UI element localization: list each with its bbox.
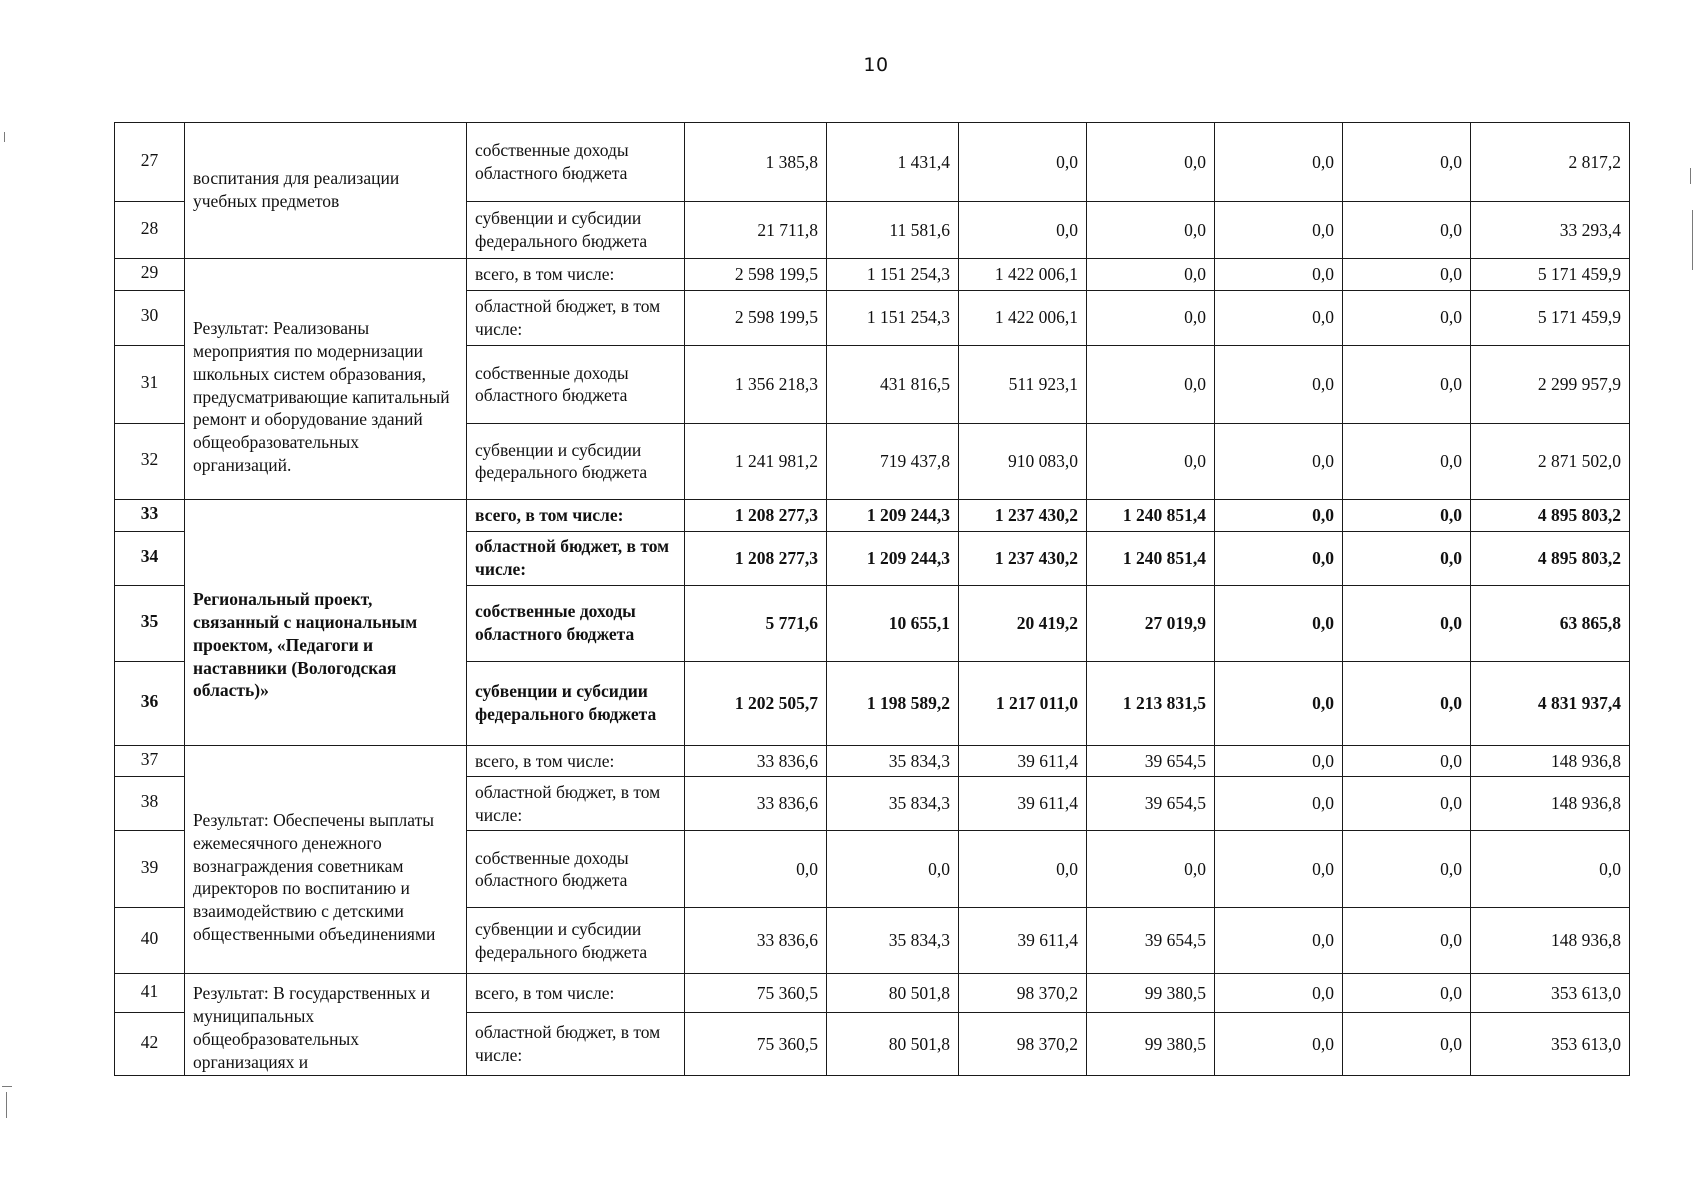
value-cell: 0,0 (1215, 123, 1343, 202)
value-cell: 511 923,1 (959, 345, 1087, 423)
funding-source: областной бюджет, в том числе: (467, 1012, 685, 1075)
value-cell: 5 771,6 (685, 585, 827, 661)
row-number: 35 (140, 610, 159, 631)
value-cell: 0,0 (1087, 831, 1215, 908)
value-cell: 27 019,9 (1087, 585, 1215, 661)
value-cell: 2 598 199,5 (685, 259, 827, 291)
value-cell: 1 202 505,7 (685, 661, 827, 745)
value-cell: 39 654,5 (1087, 777, 1215, 831)
value-cell: 1 241 981,2 (685, 423, 827, 499)
row-number-cell (115, 499, 185, 531)
value-cell: 1 422 006,1 (959, 290, 1087, 345)
table-row (115, 123, 1630, 202)
value-cell: 21 711,8 (685, 202, 827, 259)
value-cell: 0,0 (1087, 423, 1215, 499)
scan-edge-mark (2, 1086, 12, 1087)
value-cell: 0,0 (1343, 123, 1471, 202)
value-cell: 1 217 011,0 (959, 661, 1087, 745)
value-cell: 0,0 (1215, 290, 1343, 345)
value-cell: 10 655,1 (827, 585, 959, 661)
row-number: 40 (140, 928, 159, 949)
value-cell: 0,0 (1343, 423, 1471, 499)
value-total-cell: 4 895 803,2 (1471, 499, 1630, 531)
value-cell: 1 431,4 (827, 123, 959, 202)
funding-source: всего, в том числе: (467, 974, 685, 1013)
result-description: Региональный проект, связанный с национальным проектом, «Педагоги и наставники (Вологодская область)» (185, 499, 467, 745)
row-number: 27 (140, 149, 159, 170)
value-total-cell: 4 831 937,4 (1471, 661, 1630, 745)
value-cell: 0,0 (1343, 585, 1471, 661)
row-number-cell (115, 745, 185, 777)
row-number: 41 (140, 980, 159, 1001)
value-total-cell: 0,0 (1471, 831, 1630, 908)
value-cell: 0,0 (1343, 290, 1471, 345)
value-cell: 1 385,8 (685, 123, 827, 202)
value-cell: 98 370,2 (959, 974, 1087, 1013)
value-cell: 0,0 (1087, 202, 1215, 259)
value-cell: 1 237 430,2 (959, 499, 1087, 531)
value-cell: 1 240 851,4 (1087, 531, 1215, 585)
row-number: 37 (140, 748, 159, 769)
value-cell: 719 437,8 (827, 423, 959, 499)
value-total-cell: 5 171 459,9 (1471, 290, 1630, 345)
row-number: 32 (140, 448, 159, 469)
funding-source: областной бюджет, в том числе: (467, 777, 685, 831)
value-cell: 1 422 006,1 (959, 259, 1087, 291)
result-description: воспитания для реализации учебных предметов (185, 123, 467, 259)
result-description: Результат: Реализованы мероприятия по модернизации школьных систем образования, предусматривающие капитальный ремонт и оборудование зданий общеобразовательных организаций. (185, 259, 467, 500)
value-cell: 20 419,2 (959, 585, 1087, 661)
value-total-cell: 4 895 803,2 (1471, 531, 1630, 585)
value-cell: 39 654,5 (1087, 745, 1215, 777)
value-total-cell: 2 817,2 (1471, 123, 1630, 202)
value-cell: 33 836,6 (685, 908, 827, 974)
value-total-cell: 353 613,0 (1471, 1012, 1630, 1075)
row-number: 38 (140, 791, 159, 812)
row-number-cell (115, 345, 185, 423)
value-cell: 0,0 (1087, 345, 1215, 423)
row-number: 34 (140, 545, 159, 566)
row-number: 33 (140, 502, 159, 523)
table-body (115, 123, 1630, 1076)
funding-source: областной бюджет, в том числе: (467, 290, 685, 345)
row-number-cell (115, 831, 185, 908)
row-number: 29 (140, 262, 159, 282)
value-total-cell: 2 871 502,0 (1471, 423, 1630, 499)
value-cell: 0,0 (1343, 499, 1471, 531)
value-cell: 33 836,6 (685, 745, 827, 777)
scan-edge-mark (1692, 210, 1693, 270)
row-number: 31 (140, 371, 159, 392)
value-cell: 0,0 (1343, 345, 1471, 423)
table-row (115, 745, 1630, 777)
value-cell: 33 836,6 (685, 777, 827, 831)
value-cell: 35 834,3 (827, 908, 959, 974)
row-number-cell (115, 585, 185, 661)
value-cell: 39 611,4 (959, 745, 1087, 777)
value-cell: 0,0 (1343, 777, 1471, 831)
value-cell: 1 213 831,5 (1087, 661, 1215, 745)
row-number: 39 (140, 856, 159, 877)
funding-source: субвенции и субсидии федерального бюджета (467, 908, 685, 974)
value-cell: 99 380,5 (1087, 974, 1215, 1013)
value-cell: 1 209 244,3 (827, 499, 959, 531)
value-cell: 0,0 (1343, 531, 1471, 585)
row-number: 28 (140, 217, 159, 238)
result-description: Результат: Обеспечены выплаты ежемесячного денежного вознаграждения советникам директоров по воспитанию и взаимодействию с детскими общественными объединениями (185, 745, 467, 974)
row-number-cell (115, 531, 185, 585)
page-number: 10 (863, 54, 889, 76)
value-total-cell: 353 613,0 (1471, 974, 1630, 1013)
scan-edge-mark (1690, 168, 1691, 184)
value-cell: 0,0 (1343, 259, 1471, 291)
row-number: 42 (140, 1031, 159, 1052)
value-cell: 0,0 (1215, 345, 1343, 423)
value-cell: 39 611,4 (959, 777, 1087, 831)
budget-table (114, 122, 1630, 1076)
value-cell: 80 501,8 (827, 1012, 959, 1075)
value-cell: 0,0 (1215, 423, 1343, 499)
row-number-cell (115, 259, 185, 291)
value-cell: 0,0 (1215, 908, 1343, 974)
value-cell: 0,0 (1087, 259, 1215, 291)
value-cell: 99 380,5 (1087, 1012, 1215, 1075)
value-cell: 0,0 (1215, 1012, 1343, 1075)
value-cell: 1 240 851,4 (1087, 499, 1215, 531)
value-cell: 0,0 (685, 831, 827, 908)
value-cell: 0,0 (1215, 777, 1343, 831)
value-cell: 0,0 (1087, 290, 1215, 345)
value-cell: 39 611,4 (959, 908, 1087, 974)
funding-source: субвенции и субсидии федерального бюджета (467, 423, 685, 499)
value-cell: 80 501,8 (827, 974, 959, 1013)
value-cell: 1 198 589,2 (827, 661, 959, 745)
value-cell: 1 208 277,3 (685, 499, 827, 531)
value-cell: 0,0 (1215, 745, 1343, 777)
funding-source: всего, в том числе: (467, 259, 685, 291)
value-cell: 0,0 (1087, 123, 1215, 202)
value-cell: 0,0 (1343, 202, 1471, 259)
value-cell: 0,0 (1215, 499, 1343, 531)
row-number-cell (115, 661, 185, 745)
value-cell: 0,0 (1215, 585, 1343, 661)
funding-source: собственные доходы областного бюджета (467, 585, 685, 661)
row-number-cell (115, 202, 185, 259)
value-cell: 98 370,2 (959, 1012, 1087, 1075)
value-cell: 1 151 254,3 (827, 259, 959, 291)
value-cell: 0,0 (1215, 831, 1343, 908)
value-cell: 431 816,5 (827, 345, 959, 423)
funding-source: всего, в том числе: (467, 745, 685, 777)
value-cell: 0,0 (1343, 1012, 1471, 1075)
table-row (115, 499, 1630, 531)
value-cell: 0,0 (1215, 974, 1343, 1013)
value-cell: 0,0 (959, 123, 1087, 202)
value-cell: 1 209 244,3 (827, 531, 959, 585)
scan-edge-mark (4, 132, 5, 142)
value-cell: 1 356 218,3 (685, 345, 827, 423)
funding-source: собственные доходы областного бюджета (467, 345, 685, 423)
value-total-cell: 33 293,4 (1471, 202, 1630, 259)
value-cell: 39 654,5 (1087, 908, 1215, 974)
funding-source: собственные доходы областного бюджета (467, 123, 685, 202)
value-total-cell: 148 936,8 (1471, 908, 1630, 974)
value-total-cell: 5 171 459,9 (1471, 259, 1630, 291)
value-cell: 35 834,3 (827, 745, 959, 777)
value-cell: 0,0 (1343, 661, 1471, 745)
row-number-cell (115, 908, 185, 974)
value-cell: 0,0 (1343, 974, 1471, 1013)
value-total-cell: 148 936,8 (1471, 745, 1630, 777)
value-cell: 1 208 277,3 (685, 531, 827, 585)
value-total-cell: 148 936,8 (1471, 777, 1630, 831)
value-cell: 0,0 (1215, 531, 1343, 585)
value-cell: 75 360,5 (685, 974, 827, 1013)
value-cell: 0,0 (1215, 202, 1343, 259)
value-cell: 35 834,3 (827, 777, 959, 831)
value-cell: 0,0 (1343, 831, 1471, 908)
value-cell: 11 581,6 (827, 202, 959, 259)
row-number-cell (115, 777, 185, 831)
row-number-cell (115, 1012, 185, 1075)
value-cell: 0,0 (1215, 661, 1343, 745)
funding-source: областной бюджет, в том числе: (467, 531, 685, 585)
value-cell: 0,0 (1343, 908, 1471, 974)
value-cell: 1 151 254,3 (827, 290, 959, 345)
value-cell: 0,0 (1215, 259, 1343, 291)
row-number-cell (115, 423, 185, 499)
value-cell: 0,0 (1343, 745, 1471, 777)
result-description: Результат: В государственных и муниципальных общеобразовательных организациях и (185, 974, 467, 1076)
funding-source: субвенции и субсидии федерального бюджета (467, 661, 685, 745)
value-cell: 1 237 430,2 (959, 531, 1087, 585)
funding-source: субвенции и субсидии федерального бюджета (467, 202, 685, 259)
value-cell: 0,0 (959, 202, 1087, 259)
value-cell: 0,0 (827, 831, 959, 908)
row-number-cell (115, 974, 185, 1013)
value-cell: 910 083,0 (959, 423, 1087, 499)
value-cell: 75 360,5 (685, 1012, 827, 1075)
value-total-cell: 63 865,8 (1471, 585, 1630, 661)
funding-source: собственные доходы областного бюджета (467, 831, 685, 908)
row-number-cell (115, 290, 185, 345)
funding-source: всего, в том числе: (467, 499, 685, 531)
value-cell: 0,0 (959, 831, 1087, 908)
value-cell: 2 598 199,5 (685, 290, 827, 345)
row-number: 36 (140, 690, 159, 711)
value-total-cell: 2 299 957,9 (1471, 345, 1630, 423)
table-row (115, 259, 1630, 291)
row-number-cell (115, 123, 185, 202)
row-number: 30 (140, 305, 159, 326)
table-row (115, 974, 1630, 1013)
scan-edge-mark (6, 1092, 7, 1118)
